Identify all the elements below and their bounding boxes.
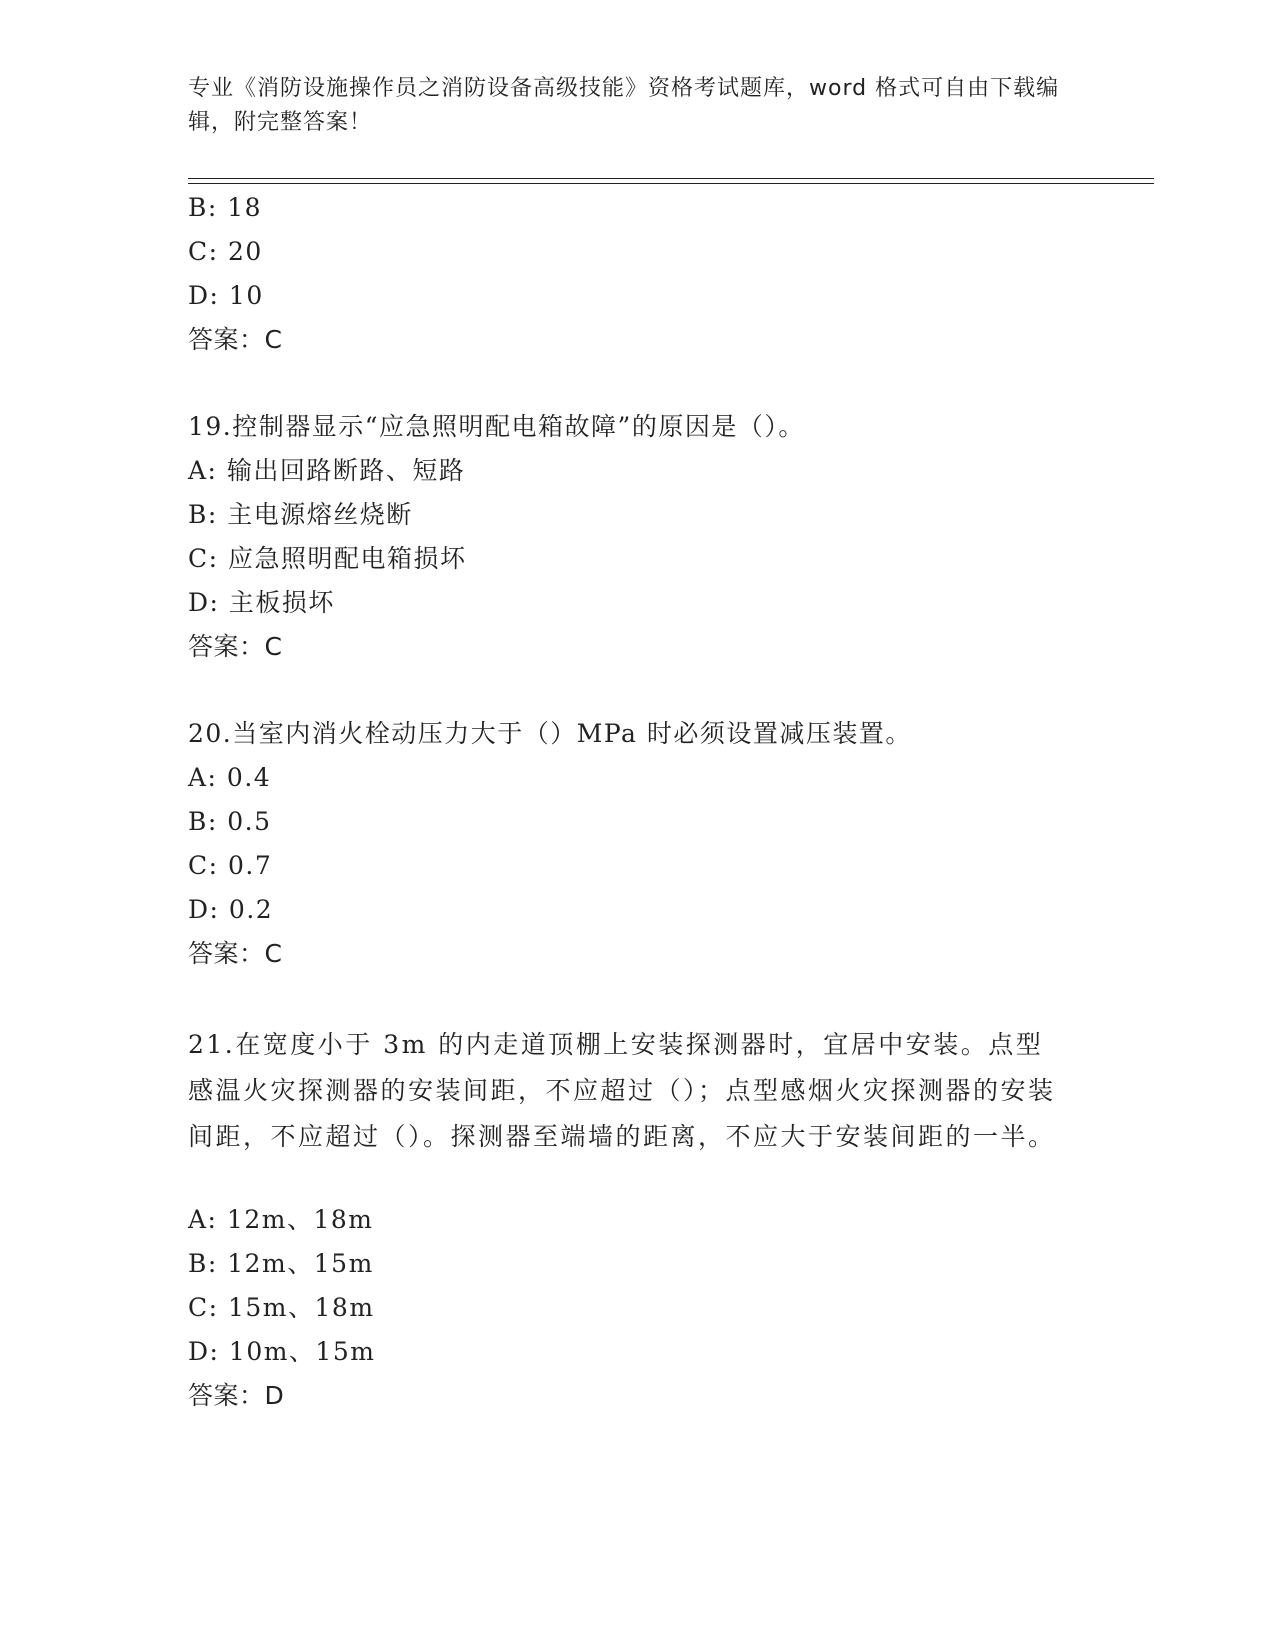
q20-answer: 答案：C [188,939,283,968]
header-rule-top [188,178,1154,179]
q19-option-d: D: 主板损坏 [188,588,335,617]
q19-option-c: C: 应急照明配电箱损坏 [188,544,467,573]
q18-option-c: C: 20 [188,237,263,266]
q19-answer: 答案：C [188,632,283,661]
header-rule-bottom [188,183,1154,184]
q19-option-b: B: 主电源熔丝烧断 [188,500,413,529]
q19-stem: 19.控制器显示“应急照明配电箱故障”的原因是（）。 [188,412,805,441]
q20-option-a: A: 0.4 [188,763,272,792]
q20-stem: 20.当室内消火栓动压力大于（）MPa 时必须设置减压装置。 [188,719,912,748]
q19-option-a: A: 输出回路断路、短路 [188,456,466,485]
q21-option-a: A: 12m、18m [188,1205,374,1234]
q21-answer: 答案：D [188,1381,285,1410]
q21-option-d: D: 10m、15m [188,1337,376,1366]
q18-option-d: D: 10 [188,281,264,310]
q20-option-b: B: 0.5 [188,807,272,836]
q21-option-c: C: 15m、18m [188,1293,375,1322]
q18-option-b: B: 18 [188,193,263,222]
q20-option-c: C: 0.7 [188,851,273,880]
q18-answer: 答案：C [188,325,283,354]
q21-stem: 21.在宽度小于 3m 的内走道顶棚上安装探测器时，宜居中安装。点型感温火灾探测器的安装间距，不应超过（）；点型感烟火灾探测器的安装间距，不应超过（）。探测器至端墙的距离，不应大于安装间距的一半。 [188,1030,1056,1151]
q20-option-d: D: 0.2 [188,895,274,924]
q21-option-b: B: 12m、15m [188,1249,374,1278]
document-header: 专业《消防设施操作员之消防设备高级技能》资格考试题库，word 格式可自由下载编辑，附完整答案！ [188,76,1060,135]
